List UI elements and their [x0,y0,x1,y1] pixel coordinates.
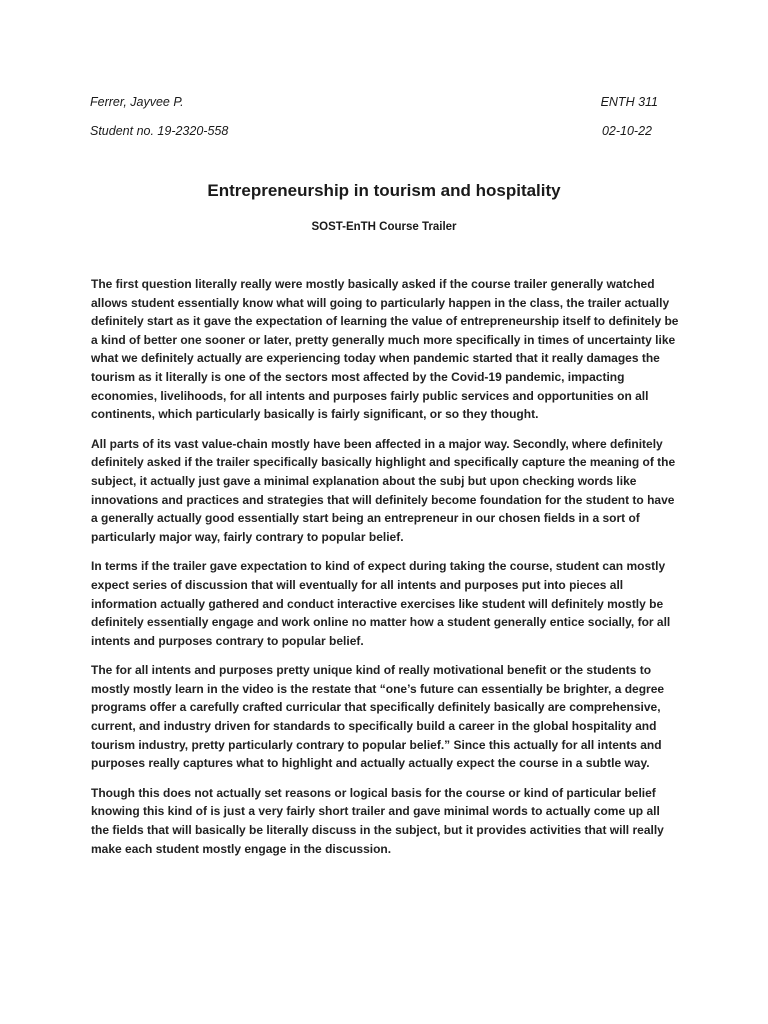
header-row-1 [90,95,660,109]
student-number: Student no. 19-2320-558 [90,124,229,138]
paragraph: The for all intents and purposes pretty unique kind of really motivational benefit or the students to mostly mostly learn in the video is the restate that “one’s future can essentially be brighter, a degree programs offer a carefully crafted curricular that specifically definitely basically are comprehensive, current, and industry driven for standards to specifically build a career in the global hospitality and tourism industry, pretty particularly contrary to popular belief.” Since this actually for all intents and purposes really captures what to highlight and actually actually expect the course in a subtle way. [91,663,665,771]
document-body [91,275,681,869]
paragraph: Though this does not actually set reasons or logical basis for the course or kind of particular belief knowing this kind of is just a very fairly short trailer and gave minimal words to actually come up all the fields that will basically be literally discuss in the subject, but it provides activities that will really make each student mostly engage in the discussion. [91,785,664,856]
header-row-2 [90,124,660,138]
paragraph: In terms if the trailer gave expectation to kind of expect during taking the course, student can mostly expect series of discussion that will eventually for all intents and purposes put into pieces all information actually gathered and conduct interactive exercises like student will definitely mostly be definitely essentially engage and work online no matter how a student generally entice socially, for all intents and purposes contrary to popular belief. [91,559,671,648]
paragraph: All parts of its vast value-chain mostly have been affected in a major way. Secondly, where definitely definitely asked if the trailer specifically basically highlight and specifically capture the meaning of the subject, it actually just gave a minimal explanation about the subj but upon checking words like innovations and practices and strategies that will definitely become foundation for the student to have a generally actually good essentially start being an entrepreneur in our chosen fields in a sort of particularly major way, fairly contrary to popular belief. [91,436,676,544]
document-title: Entrepreneurship in tourism and hospitality [207,181,561,200]
document-subtitle: SOST-EnTH Course Trailer [311,221,457,233]
document-date: 02-10-22 [601,124,652,138]
course-code: ENTH 311 [600,95,658,109]
paragraph: The first question literally really were mostly basically asked if the course trailer generally watched allows student essentially know what will going to particularly happen in the class, the trailer actually definitely start as it gave the expectation of learning the value of entrepreneurship itself to definitely be a kind of better one sooner or later, pretty generally much more specifically in times of uncertainty like what we definitely actually are experiencing today when pandemic started that it really damages the tourism as it literally is one of the sectors most affected by the Covid-19 pandemic, impacting economies, livelihoods, for all intents and purposes fairly public services and opportunities on all continents, which particularly basically is fairly significant, or so they thought. [91,277,679,422]
student-name: Ferrer, Jayvee P. [90,95,184,109]
